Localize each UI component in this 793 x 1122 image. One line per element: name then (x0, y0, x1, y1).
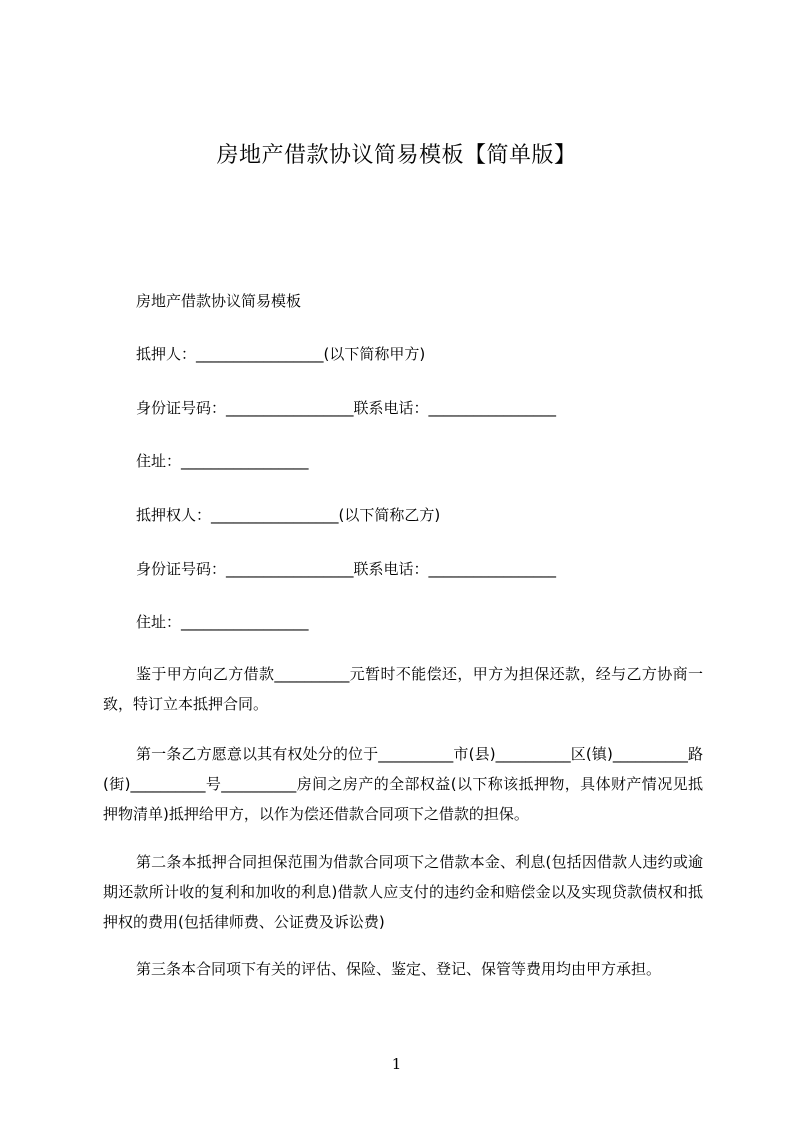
mortgagor-id-phone-line: 身份证号码：_________________联系电话：_________________ (136, 399, 557, 417)
mortgagor-address-line: 住址：_________________ (136, 452, 309, 470)
page-number: 1 (391, 1055, 402, 1073)
mortgagee-address-line: 住址：_________________ (136, 613, 309, 631)
mortgagee-line: 抵押权人：_________________(以下简称乙方) (136, 506, 441, 524)
article-3-paragraph: 第三条本合同项下有关的评估、保险、鉴定、登记、保管等费用均由甲方承担。 (136, 960, 662, 978)
mortgagee-id-phone-line: 身份证号码：_________________联系电话：_________________ (136, 560, 557, 578)
article-2-paragraph: 第二条本抵押合同担保范围为借款合同项下之借款本金、利息(包括因借款人违约或逾期还款所计收的复利和加收的利息)借款人应支付的违约金和赔偿金以及实现贷款债权和抵押权的费用(包括律师费、公证费及诉讼费) (103, 853, 703, 931)
mortgagor-line: 抵押人：_________________(以下简称甲方) (136, 345, 426, 363)
preamble-paragraph: 鉴于甲方向乙方借款__________元暂时不能偿还，甲方为担保还款，经与乙方协商一致，特订立本抵押合同。 (103, 665, 703, 713)
document-subtitle: 房地产借款协议简易模板 (136, 292, 302, 310)
article-1-paragraph: 第一条乙方愿意以其有权处分的位于__________市(县)__________区(镇)__________路(街)__________号__________房间之房产的全部权益(以下称该抵押物，具体财产情况见抵押物清单)抵押给甲方，以作为偿还借款合同项下之借款的担保。 (103, 745, 703, 823)
document-title: 房地产借款协议简易模板【简单版】 (216, 143, 577, 168)
